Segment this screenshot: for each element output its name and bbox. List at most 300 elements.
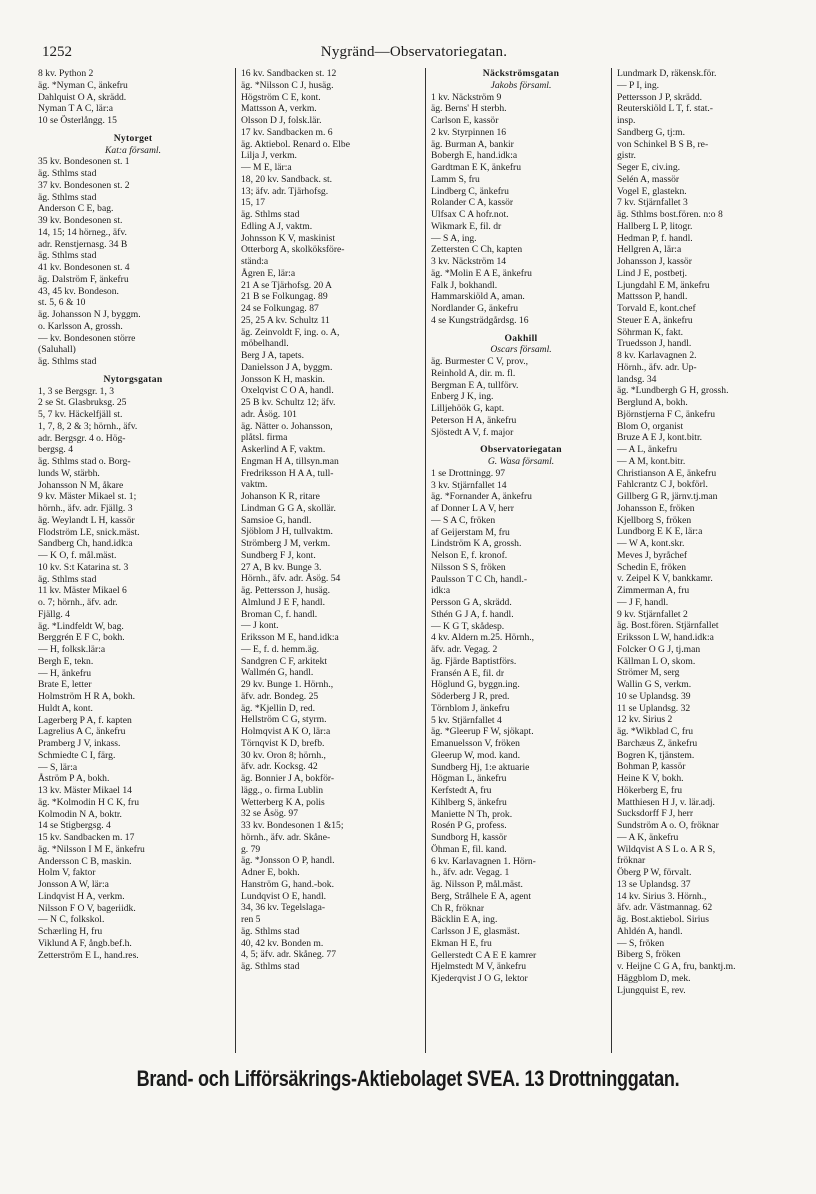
directory-entry: Zettersten C Ch, kapten [431, 244, 523, 256]
directory-entry: äg. Fjärde Baptistförs. [431, 655, 517, 667]
directory-entry: Torvald E, kont.chef [617, 303, 696, 314]
directory-entry: äg. *Jonsson O P, handl. [241, 855, 335, 867]
directory-entry: Reuterskiöld L T, f. stat.- [617, 103, 714, 115]
directory-entry: äfv. adr. Västmannag. 62 [617, 902, 713, 914]
directory-entry: Eriksson L W, hand.idk:a [617, 632, 714, 643]
directory-entry: Hörnh., äfv. adr. Up- [617, 361, 697, 373]
directory-entry: Bäcklin E A, ing. [431, 914, 498, 926]
directory-entry: — K G T, skådesp. [431, 620, 505, 632]
directory-entry: Samsioe G, handl. [241, 514, 312, 526]
directory-entry: Ahldén A, handl. [617, 925, 683, 937]
directory-entry: — S A, ing. [431, 232, 477, 244]
directory-entry: lunds W, stärbh. [38, 467, 100, 479]
directory-entry: — N C, folkskol. [38, 914, 105, 926]
directory-entry: Ekman H E, fru [431, 937, 492, 949]
directory-entry: Holm V, faktor [38, 867, 96, 879]
directory-entry: äg. Bost.aktiebol. Sirius [617, 914, 709, 925]
directory-entry: äg. *Lundbergh G H, grossh. [617, 385, 729, 397]
directory-entry: Höglund G, byggn.ing. [431, 679, 520, 691]
directory-entry: Sandberg Ch, hand.idk:a [38, 538, 133, 550]
parish-label: G. Wasa församl. [487, 456, 555, 467]
directory-entry: Lundmark D, räkensk.för. [617, 68, 717, 79]
directory-entry: Kerfstedt A, fru [431, 785, 492, 796]
directory-entry: äg. Burman A, bankir [431, 138, 514, 150]
directory-entry: Strömer M, serg [617, 667, 680, 679]
directory-entry: Hökerberg E, fru [617, 784, 683, 796]
directory-entry: Bruze A E J, kont.bitr. [617, 432, 703, 444]
directory-entry: Meves J, byråchef [617, 549, 688, 561]
directory-entry: Sthén G J A, f. handl. [431, 608, 514, 620]
directory-entry: Broman C, f. handl. [241, 608, 318, 620]
directory-entry: Oxelqvist C O A, handl. [241, 385, 334, 397]
directory-entry: 25 B kv. Schultz 12; äfv. [241, 397, 336, 408]
directory-entry: Holmqvist A K O, lär:a [241, 726, 331, 737]
directory-entry: 1 kv. Näckström 9 [431, 91, 502, 103]
directory-entry: Johansson E, fröken [617, 502, 695, 514]
directory-entry: Zimmerman A, fru [617, 585, 690, 596]
directory-columns [38, 68, 790, 1058]
directory-entry: äg. Sthlms stad [241, 925, 300, 937]
directory-entry: ständ:a [241, 256, 269, 267]
directory-entry: 3 kv. Näckström 14 [431, 256, 507, 267]
directory-entry: Nilsson S S, fröken [431, 561, 506, 573]
directory-entry: Hanström G, hand.-bok. [241, 878, 334, 890]
directory-entry: Hellgren A, lär:a [617, 244, 682, 256]
directory-entry: Emanuelsson V, fröken [431, 738, 520, 749]
directory-entry: ren 5 [241, 914, 261, 925]
directory-entry: Carlson E, kassör [431, 115, 499, 126]
directory-entry: Gleerup W, mod. kand. [431, 749, 520, 761]
directory-entry: Rolander C A, kassör [431, 197, 514, 209]
directory-entry: Reinhold A, dir. m. fl. [431, 367, 516, 379]
directory-entry: 13; äfv. adr. Tjärhofsg. [241, 185, 329, 197]
directory-entry: äg. *Molin E A E, änkefru [431, 267, 532, 279]
directory-entry: äg. Pettersson J, husäg. [241, 585, 330, 596]
directory-entry: Vogel E, glastekn. [617, 185, 687, 197]
directory-entry: Jonsson K H, maskin. [241, 373, 325, 385]
directory-entry: Berggrén E F C, bokh. [38, 632, 125, 644]
directory-entry: Enberg J K, ing. [431, 391, 494, 403]
directory-entry: Sundberg F J, kont. [241, 549, 316, 561]
directory-entry: äg. *Lindfeldt W, bag. [38, 620, 124, 632]
directory-entry: 27 A, B kv. Bunge 3. [241, 561, 322, 573]
directory-entry: Törnqvist K D, brefb. [241, 737, 325, 749]
directory-entry: äg. Johansson N J, byggm. [38, 309, 141, 320]
directory-entry: Fahlcrantz C J, bokförl. [617, 479, 708, 491]
directory-entry: o. Karlsson A, grossh. [38, 320, 123, 332]
directory-entry: Johanson K R, ritare [241, 491, 320, 502]
directory-entry: Schærling H, fru [38, 926, 103, 937]
directory-entry: adr. Bergsgr. 4 o. Hög- [38, 432, 126, 444]
directory-entry: Kihlberg S, änkefru [431, 796, 507, 808]
directory-entry: 14 kv. Sirius 3. Hörnh., [617, 890, 707, 902]
directory-entry: Sjöstedt A V, f. major [431, 426, 514, 438]
directory-entry: hörnh., äfv. adr. Skåne- [241, 831, 331, 843]
directory-entry: 5 kv. Stjärnfallet 4 [431, 714, 502, 726]
directory-entry: Wetterberg K A, polis [241, 796, 325, 808]
directory-entry: Barchæus Z, änkefru [617, 737, 698, 749]
directory-entry: äg. Sthlms stad [241, 209, 300, 220]
directory-entry: Sundborg H, kassör [431, 832, 507, 843]
directory-entry: Almlund J E F, handl. [241, 596, 325, 608]
directory-entry: Strömberg J M, verkm. [241, 538, 331, 549]
directory-entry: Kjederqvist J O G, lektor [431, 973, 528, 984]
directory-entry: af Donner L A V, herr [431, 503, 514, 514]
column-3 [425, 68, 611, 1053]
directory-entry: Biberg S, fröken [617, 949, 681, 961]
directory-entry: Berg J A, tapets. [241, 350, 304, 361]
directory-entry: äg. *Kolmodin H C K, fru [38, 796, 139, 808]
directory-entry: äfv. adr. Vegag. 2 [431, 644, 498, 655]
directory-entry: 17 kv. Sandbacken m. 6 [241, 126, 333, 138]
directory-entry: Sucksdorff F J, herr [617, 808, 694, 820]
directory-entry: Wallmén G, handl. [241, 667, 314, 679]
directory-entry: Seger E, civ.ing. [617, 162, 681, 173]
directory-entry: Sjöblom J H, tullvaktm. [241, 526, 333, 538]
directory-entry: af Geijerstam M, fru [431, 526, 510, 538]
directory-entry: äg. Sthlms stad [38, 191, 97, 203]
directory-entry: Olsson D J, folsk.lär. [241, 115, 322, 126]
directory-entry: — E, f. d. hemm.äg. [241, 643, 320, 655]
directory-entry: äg. Zeinvoldt F, ing. o. A, [241, 326, 340, 338]
directory-entry: Ulfsax C A hofr.not. [431, 209, 509, 220]
directory-entry: 33 kv. Bondesonen 1 &15; [241, 820, 344, 831]
directory-entry: äg. *Gleerup F W, sjökapt. [431, 726, 534, 738]
directory-entry: Truedsson J, handl. [617, 338, 692, 350]
directory-entry: — A K, änkefru [617, 831, 679, 843]
directory-entry: — S, fröken [617, 937, 665, 949]
directory-entry: Selén A, massör [617, 173, 680, 185]
directory-entry: äg. Nätter o. Johansson, [241, 420, 333, 432]
directory-entry: Lind J E, postbetj. [617, 267, 688, 279]
directory-entry: Lilja J, verkm. [241, 150, 297, 162]
directory-entry: 1, 7, 8, 2 & 3; hörnh., äfv. [38, 420, 138, 432]
directory-entry: Bergman E A, tullförv. [431, 379, 519, 391]
directory-entry: Lagrelius A C, änkefru [38, 726, 126, 738]
directory-entry: 4 kv. Aldern m.25. Hörnh., [431, 632, 535, 644]
directory-entry: 10 se Österlångg. 15 [38, 115, 117, 126]
directory-entry: Zetterström E L, hand.res. [38, 949, 139, 961]
directory-entry: Hörnh., äfv. adr. Åsög. 54 [241, 573, 341, 585]
directory-entry: Öhman E, fil. kand. [431, 843, 507, 855]
directory-entry: Persson G A, skrädd. [431, 597, 512, 608]
directory-entry: — A M, kont.bitr. [617, 455, 686, 467]
directory-entry: 8 kv. Python 2 [38, 68, 94, 79]
directory-entry: Berglund A, bokh. [617, 397, 688, 408]
directory-entry: von Schinkel B S B, re- [617, 138, 709, 150]
directory-entry: Sundberg Hj, 1:e aktuarie [431, 761, 530, 773]
directory-entry: 2 se St. Glasbruksg. 25 [38, 397, 127, 409]
directory-entry: äg. *Nilsson C J, husäg. [241, 79, 334, 91]
directory-entry: Wikmark E, fil. dr [431, 220, 502, 232]
directory-entry: Häggblom D, mek. [617, 972, 691, 984]
directory-entry: — kv. Bondesonen större [38, 332, 136, 344]
directory-entry: Fjällg. 4 [38, 608, 70, 620]
directory-entry: äg. Sthlms stad [38, 250, 97, 262]
directory-entry: — J F, handl. [617, 596, 669, 608]
directory-entry: insp. [617, 115, 636, 126]
footer-advertisement: Brand- och Lifförsäkrings-Aktiebolaget SVEA. 13 Drottninggatan. [136, 1066, 680, 1091]
directory-entry: Söderberg J R, pred. [431, 691, 510, 702]
directory-entry: bergsg. 4 [38, 444, 73, 456]
directory-entry: Pettersson J P, skrädd. [617, 91, 703, 103]
directory-entry: o. 7; hörnh., äfv. adr. [38, 597, 118, 608]
directory-entry: Lundborg E K E, lär:a [617, 526, 703, 538]
parish-label: Oscars församl. [490, 344, 552, 356]
page-title: Nygränd—Observatoriegatan. [320, 44, 508, 60]
directory-entry: Gillberg G R, järnv.tj.man [617, 491, 718, 502]
directory-entry: 29 kv. Bunge 1. Hörnh., [241, 679, 334, 690]
parish-label: Jakobs församl. [490, 79, 552, 91]
directory-entry: 9 kv. Mäster Mikael st. 1; [38, 491, 137, 503]
directory-entry: st. 5, 6 & 10 [38, 297, 86, 309]
column-1 [38, 68, 228, 1053]
directory-entry: Hallberg L P, litogr. [617, 220, 693, 232]
directory-entry: Heine K V, bokh. [617, 773, 684, 784]
directory-entry: Sandgren C F, arkitekt [241, 655, 328, 667]
directory-entry: Bogren K, tjänstem. [617, 749, 695, 761]
directory-entry: Mattsson P, handl. [617, 291, 688, 303]
directory-entry: Eriksson M E, hand.idk:a [241, 632, 339, 643]
directory-entry: Törnblom J, änkefru [431, 702, 510, 714]
directory-entry: Berg, Strålhele E A, agent [431, 890, 531, 902]
directory-entry: 1, 3 se Bergsgr. 1, 3 [38, 385, 115, 397]
directory-entry: äfv. adr. Kocksg. 42 [241, 761, 318, 773]
directory-entry: Carlsson J E, glasmäst. [431, 926, 520, 937]
directory-page [38, 44, 790, 1154]
directory-entry: Adner E, bokh. [241, 867, 300, 878]
directory-entry: Bergh E, tekn. [38, 655, 94, 667]
directory-entry: — W A, kont.skr. [617, 538, 685, 549]
directory-entry: Johansson J, kassör [617, 256, 692, 267]
directory-entry: äg. Berns' H sterbh. [431, 103, 507, 115]
directory-entry: 16 kv. Sandbacken st. 12 [241, 68, 337, 79]
directory-entry: — J kont. [241, 620, 279, 632]
directory-entry: — S A C, fröken [431, 514, 496, 526]
directory-entry: äg. Sthlms stad o. Borg- [38, 456, 131, 467]
directory-entry: (Saluhall) [38, 344, 76, 356]
directory-entry: Blom O, organist [617, 420, 684, 432]
directory-entry: adr. Åsög. 101 [241, 408, 297, 420]
directory-entry: Söhrman K, fakt. [617, 326, 684, 338]
directory-entry: 7 kv. Stjärnfallet 3 [617, 197, 688, 209]
directory-entry: 34, 36 kv. Tegelslaga- [241, 902, 326, 914]
street-heading: Nytorget [113, 132, 153, 144]
directory-entry: 25, 25 A kv. Schultz 11 [241, 314, 330, 326]
directory-entry: Ågren E, lär:a [241, 267, 296, 279]
directory-entry: idk:a [431, 585, 451, 597]
directory-entry: Ljungquist E, rev. [617, 984, 686, 996]
directory-entry: Gellerstedt C A E E kamrer [431, 949, 537, 961]
directory-entry: 4 se Kungsträdgårdsg. 16 [431, 314, 529, 326]
directory-entry: äg. Dalström F, änkefru [38, 273, 129, 285]
directory-entry: lägg., o. firma Lublin [241, 784, 324, 796]
directory-entry: 24 se Folkungag. 87 [241, 303, 319, 314]
directory-entry: 13 kv. Mäster Mikael 14 [38, 785, 132, 796]
directory-entry: 14 se Stigbergsg. 4 [38, 820, 111, 832]
directory-entry: — A L, änkefru [617, 444, 678, 455]
directory-entry: Fredriksson H A A, tull- [241, 467, 334, 479]
directory-entry: Mattsson A, verkm. [241, 103, 317, 115]
directory-entry: Öberg P W, förvalt. [617, 867, 692, 878]
directory-entry: Björnstjerna F C, änkefru [617, 408, 716, 420]
directory-entry: adr. Renstjernasg. 34 B [38, 238, 128, 250]
directory-entry: gistr. [617, 150, 636, 162]
directory-entry: Gardtman E K, änkefru [431, 162, 522, 173]
directory-entry: — H, folksk.lär:a [38, 644, 106, 655]
directory-entry: Bohman P, kassör [617, 761, 686, 773]
directory-entry: 12 kv. Sirius 2 [617, 714, 673, 726]
column-2 [235, 68, 425, 1053]
directory-entry: äg. Sthlms stad [38, 573, 97, 585]
directory-entry: Nyman T A C, lär:a [38, 103, 114, 115]
directory-entry: v. Zeipel K V, bankkamr. [617, 573, 713, 585]
directory-entry: Hammarskiöld A, aman. [431, 291, 525, 303]
directory-entry: Lindqvist H A, verkm. [38, 890, 125, 902]
directory-entry: Steuer E A, änkefru [617, 314, 693, 326]
directory-entry: 2 kv. Styrpinnen 16 [431, 126, 507, 138]
directory-entry: 35 kv. Bondesonen st. 1 [38, 156, 130, 168]
directory-entry: äg. Weylandt L H, kassör [38, 514, 135, 526]
directory-entry: Högman L, änkefru [431, 773, 507, 785]
directory-entry: 13 se Uplandsg. 37 [617, 878, 691, 890]
directory-entry: 3 kv. Stjärnfallet 14 [431, 479, 507, 491]
directory-entry: Hjelmstedt M V, änkefru [431, 961, 527, 973]
directory-entry: 4, 5; äfv. adr. Skåneg. 77 [241, 949, 337, 961]
directory-entry: 9 kv. Stjärnfallet 2 [617, 608, 688, 620]
directory-entry: Maniette N Th, prok. [431, 808, 513, 820]
directory-entry: — M E, lär:a [241, 162, 292, 173]
directory-entry: Askerlind A F, vaktm. [241, 444, 326, 455]
directory-entry: 1 se Drottningg. 97 [431, 467, 506, 479]
directory-entry: äg. *Kjellin D, red. [241, 702, 316, 714]
directory-entry: 18, 20 kv. Sandback. st. [241, 173, 333, 185]
directory-entry: Sandberg G, tj:m. [617, 126, 686, 138]
directory-entry: vaktm. [241, 479, 268, 491]
directory-entry: 10 se Uplandsg. 39 [617, 690, 691, 702]
directory-entry: Danielsson J A, byggm. [241, 361, 333, 373]
directory-entry: fröknar [617, 855, 646, 867]
directory-entry: Paulsson T C Ch, handl.- [431, 573, 528, 585]
directory-entry: Matthiesen H J, v. lär.adj. [617, 796, 715, 808]
directory-entry: Andersson C B, maskin. [38, 855, 132, 867]
directory-entry: Ljungdahl E M, änkefru [617, 279, 710, 291]
directory-entry: äg. Nilsson P, mål.mäst. [431, 879, 523, 890]
directory-entry: Kjellborg S, fröken [617, 514, 692, 526]
directory-entry: Lindström K A, grossh. [431, 538, 522, 550]
directory-entry: möbelhandl. [241, 338, 289, 350]
street-heading: Nytorgsgatan [103, 373, 163, 385]
directory-entry: Fransén A E, fil. dr [431, 667, 505, 679]
directory-entry: Ch R, fröknar [431, 902, 485, 914]
directory-entry: Anderson C E, bag. [38, 203, 114, 215]
directory-entry: äg. Sthlms bost.fören. n:o 8 [617, 209, 723, 220]
directory-entry: äg. *Wikblad C, fru [617, 726, 694, 737]
directory-entry: Nilsson F O V, bageriidk. [38, 902, 136, 914]
column-4 [611, 68, 796, 1053]
directory-entry: äg. Bonnier J A, bokför- [241, 773, 335, 784]
directory-entry: Högström C E, kont. [241, 91, 321, 103]
directory-entry: 30 kv. Oron 8; hörnh., [241, 749, 326, 761]
directory-entry: äg. Sthlms stad [38, 356, 97, 367]
directory-entry: Lamm S, fru [431, 173, 480, 185]
directory-entry: Wildqvist A S L o. A R S, [617, 843, 716, 855]
directory-entry: 41 kv. Bondesonen st. 4 [38, 262, 130, 273]
directory-entry: 32 se Åsög. 97 [241, 808, 299, 820]
directory-entry: äg. Sthlms stad [38, 168, 97, 179]
directory-entry: 37 kv. Bondesonen st. 2 [38, 179, 130, 191]
directory-entry: Lilljehöök G, kapt. [431, 403, 505, 414]
directory-entry: 8 kv. Karlavagnen 2. [617, 350, 697, 361]
directory-entry: 11 se Uplandsg. 32 [617, 702, 691, 714]
directory-entry: Edling A J, vaktm. [241, 220, 313, 232]
directory-entry: äg. Aktiebol. Renard o. Elbe [241, 138, 350, 150]
directory-entry: Hedman P, f. handl. [617, 232, 693, 244]
directory-entry: äfv. adr. Bondeg. 25 [241, 690, 319, 702]
directory-entry: äg. Sthlms stad [241, 961, 300, 972]
parish-label: Kat:a församl. [105, 144, 161, 156]
directory-entry: Otterborg A, skolköksföre- [241, 244, 345, 256]
directory-entry: Sundström A o. O, fröknar [617, 820, 719, 831]
page-header [38, 44, 790, 66]
page-number: 1252 [42, 44, 72, 60]
directory-entry: 11 kv. Mäster Mikael 6 [38, 585, 127, 597]
directory-entry: 40, 42 kv. Bonden m. [241, 937, 324, 949]
directory-entry: Flodström LE, snick.mäst. [38, 526, 140, 538]
directory-entry: Nordlander G, änkefru [431, 303, 519, 314]
directory-entry: 21 A se Tjärhofsg. 20 A [241, 279, 332, 291]
directory-entry: Johnsson K V, maskinist [241, 232, 336, 244]
directory-entry: Falk J, bokhandl. [431, 279, 498, 291]
directory-entry: hörnh., äfv. adr. Fjällg. 3 [38, 503, 133, 514]
directory-entry: 6 kv. Karlavagnen 1. Hörn- [431, 855, 536, 867]
street-heading: Observatoriegatan [480, 444, 562, 456]
directory-entry: — H, änkefru [38, 667, 92, 679]
directory-entry: Schmiedte C I, färg. [38, 749, 116, 761]
directory-entry: äg. *Fornander A, änkefru [431, 491, 532, 503]
directory-entry: 15 kv. Sandbacken m. 17 [38, 832, 135, 843]
directory-entry: 14, 15; 14 hörneg., äfv. [38, 226, 127, 238]
directory-entry: Dahlquist O A, skrädd. [38, 91, 127, 103]
directory-entry: Åström P A, bokh. [38, 773, 110, 785]
directory-entry: Christianson A E, änkefru [617, 467, 717, 479]
directory-entry: — K O, f. mål.mäst. [38, 550, 117, 561]
directory-entry: Viklund A F, ångb.bef.h. [38, 937, 132, 949]
directory-entry: 10 kv. S:t Katarina st. 3 [38, 561, 129, 573]
directory-entry: — P I, ing. [617, 79, 660, 91]
directory-entry: Johansson N M, åkare [38, 479, 124, 491]
directory-entry: Jonsson A W, lär:a [38, 879, 109, 890]
directory-entry: 39 kv. Bondesonen st. [38, 215, 123, 226]
directory-entry: Lagerberg P A, f. kapten [38, 714, 132, 726]
directory-entry: v. Heijne C G A, fru, banktj.m. [617, 961, 736, 972]
directory-entry: äg. *Nilsson I M E, änkefru [38, 843, 145, 855]
directory-entry: Bobergh E, hand.idk:a [431, 150, 518, 162]
directory-entry: Folcker O G J, tj.man [617, 643, 701, 655]
directory-entry: Huldt A, kont. [38, 702, 93, 714]
directory-entry: Engman H A, tillsyn.man [241, 455, 339, 467]
directory-entry: plåtsl. firma [241, 432, 288, 444]
directory-entry: Källman L O, skom. [617, 655, 696, 667]
directory-entry: Rosén P G, profess. [431, 820, 507, 832]
directory-entry: — S, lär:a [38, 761, 78, 773]
directory-entry: Lindberg C, änkefru [431, 185, 509, 197]
directory-entry: 15, 17 [241, 197, 265, 209]
directory-entry: 21 B se Folkungag. 89 [241, 291, 328, 303]
directory-entry: Nelson E, f. kronof. [431, 550, 508, 561]
directory-entry: äg. Bost.fören. Stjärnfallet [617, 620, 719, 632]
directory-entry: 5, 7 kv. Häckelfjäll st. [38, 409, 123, 420]
